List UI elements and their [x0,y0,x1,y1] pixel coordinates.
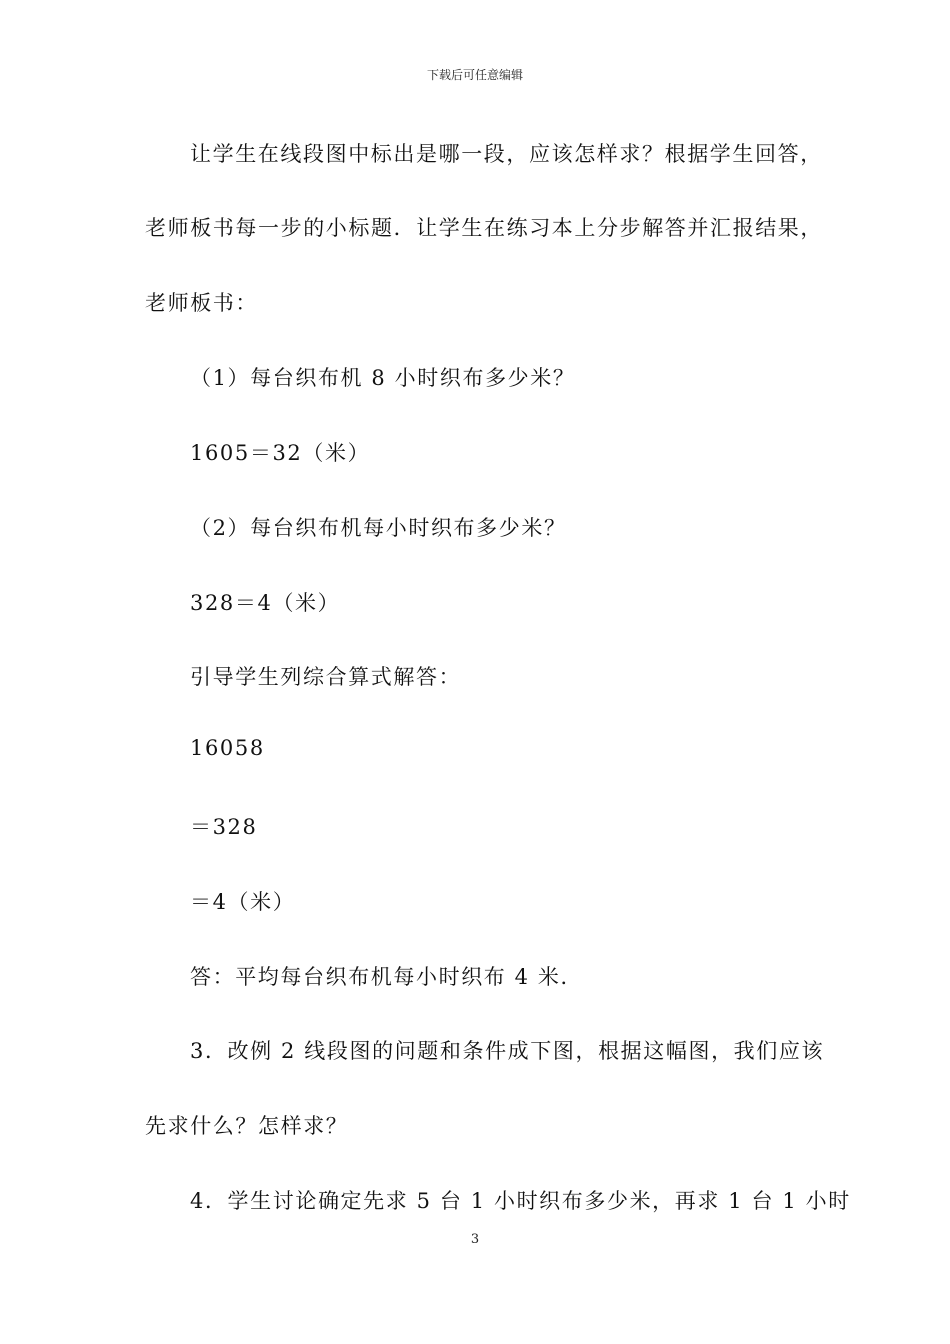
page-number: 3 [470,1232,480,1247]
item-3-line-2: 先求什么？怎样求？ [145,1114,349,1138]
paragraph-line-3: 老师板书： [145,291,258,315]
item-3-line-1: 3．改例 2 线段图的问题和条件成下图，根据这幅图，我们应该 [190,1039,825,1063]
combined-step-2: ＝4（米） [190,890,296,914]
item-4-line-1: 4．学生讨论确定先求 5 台 1 小时织布多少米，再求 1 台 1 小时 [190,1189,851,1213]
equation-1: 1605＝32（米） [190,441,371,465]
combined-step-1: ＝328 [190,815,258,839]
answer-line: 答：平均每台织布机每小时织布 4 米． [190,965,584,989]
paragraph-line-2: 老师板书每一步的小标题．让学生在练习本上分步解答并汇报结果， [145,216,823,240]
paragraph-line-1: 让学生在线段图中标出是哪一段，应该怎样求？根据学生回答， [190,142,823,166]
page-header: 下载后可任意编辑 [426,68,523,82]
equation-2: 328＝4（米） [190,591,341,615]
question-1: （1）每台织布机 8 小时织布多少米？ [190,366,576,390]
combined-expression: 16058 [190,736,265,760]
instruction-line: 引导学生列综合算式解答： [190,665,462,689]
question-2: （2）每台织布机每小时织布多少米？ [190,516,567,540]
